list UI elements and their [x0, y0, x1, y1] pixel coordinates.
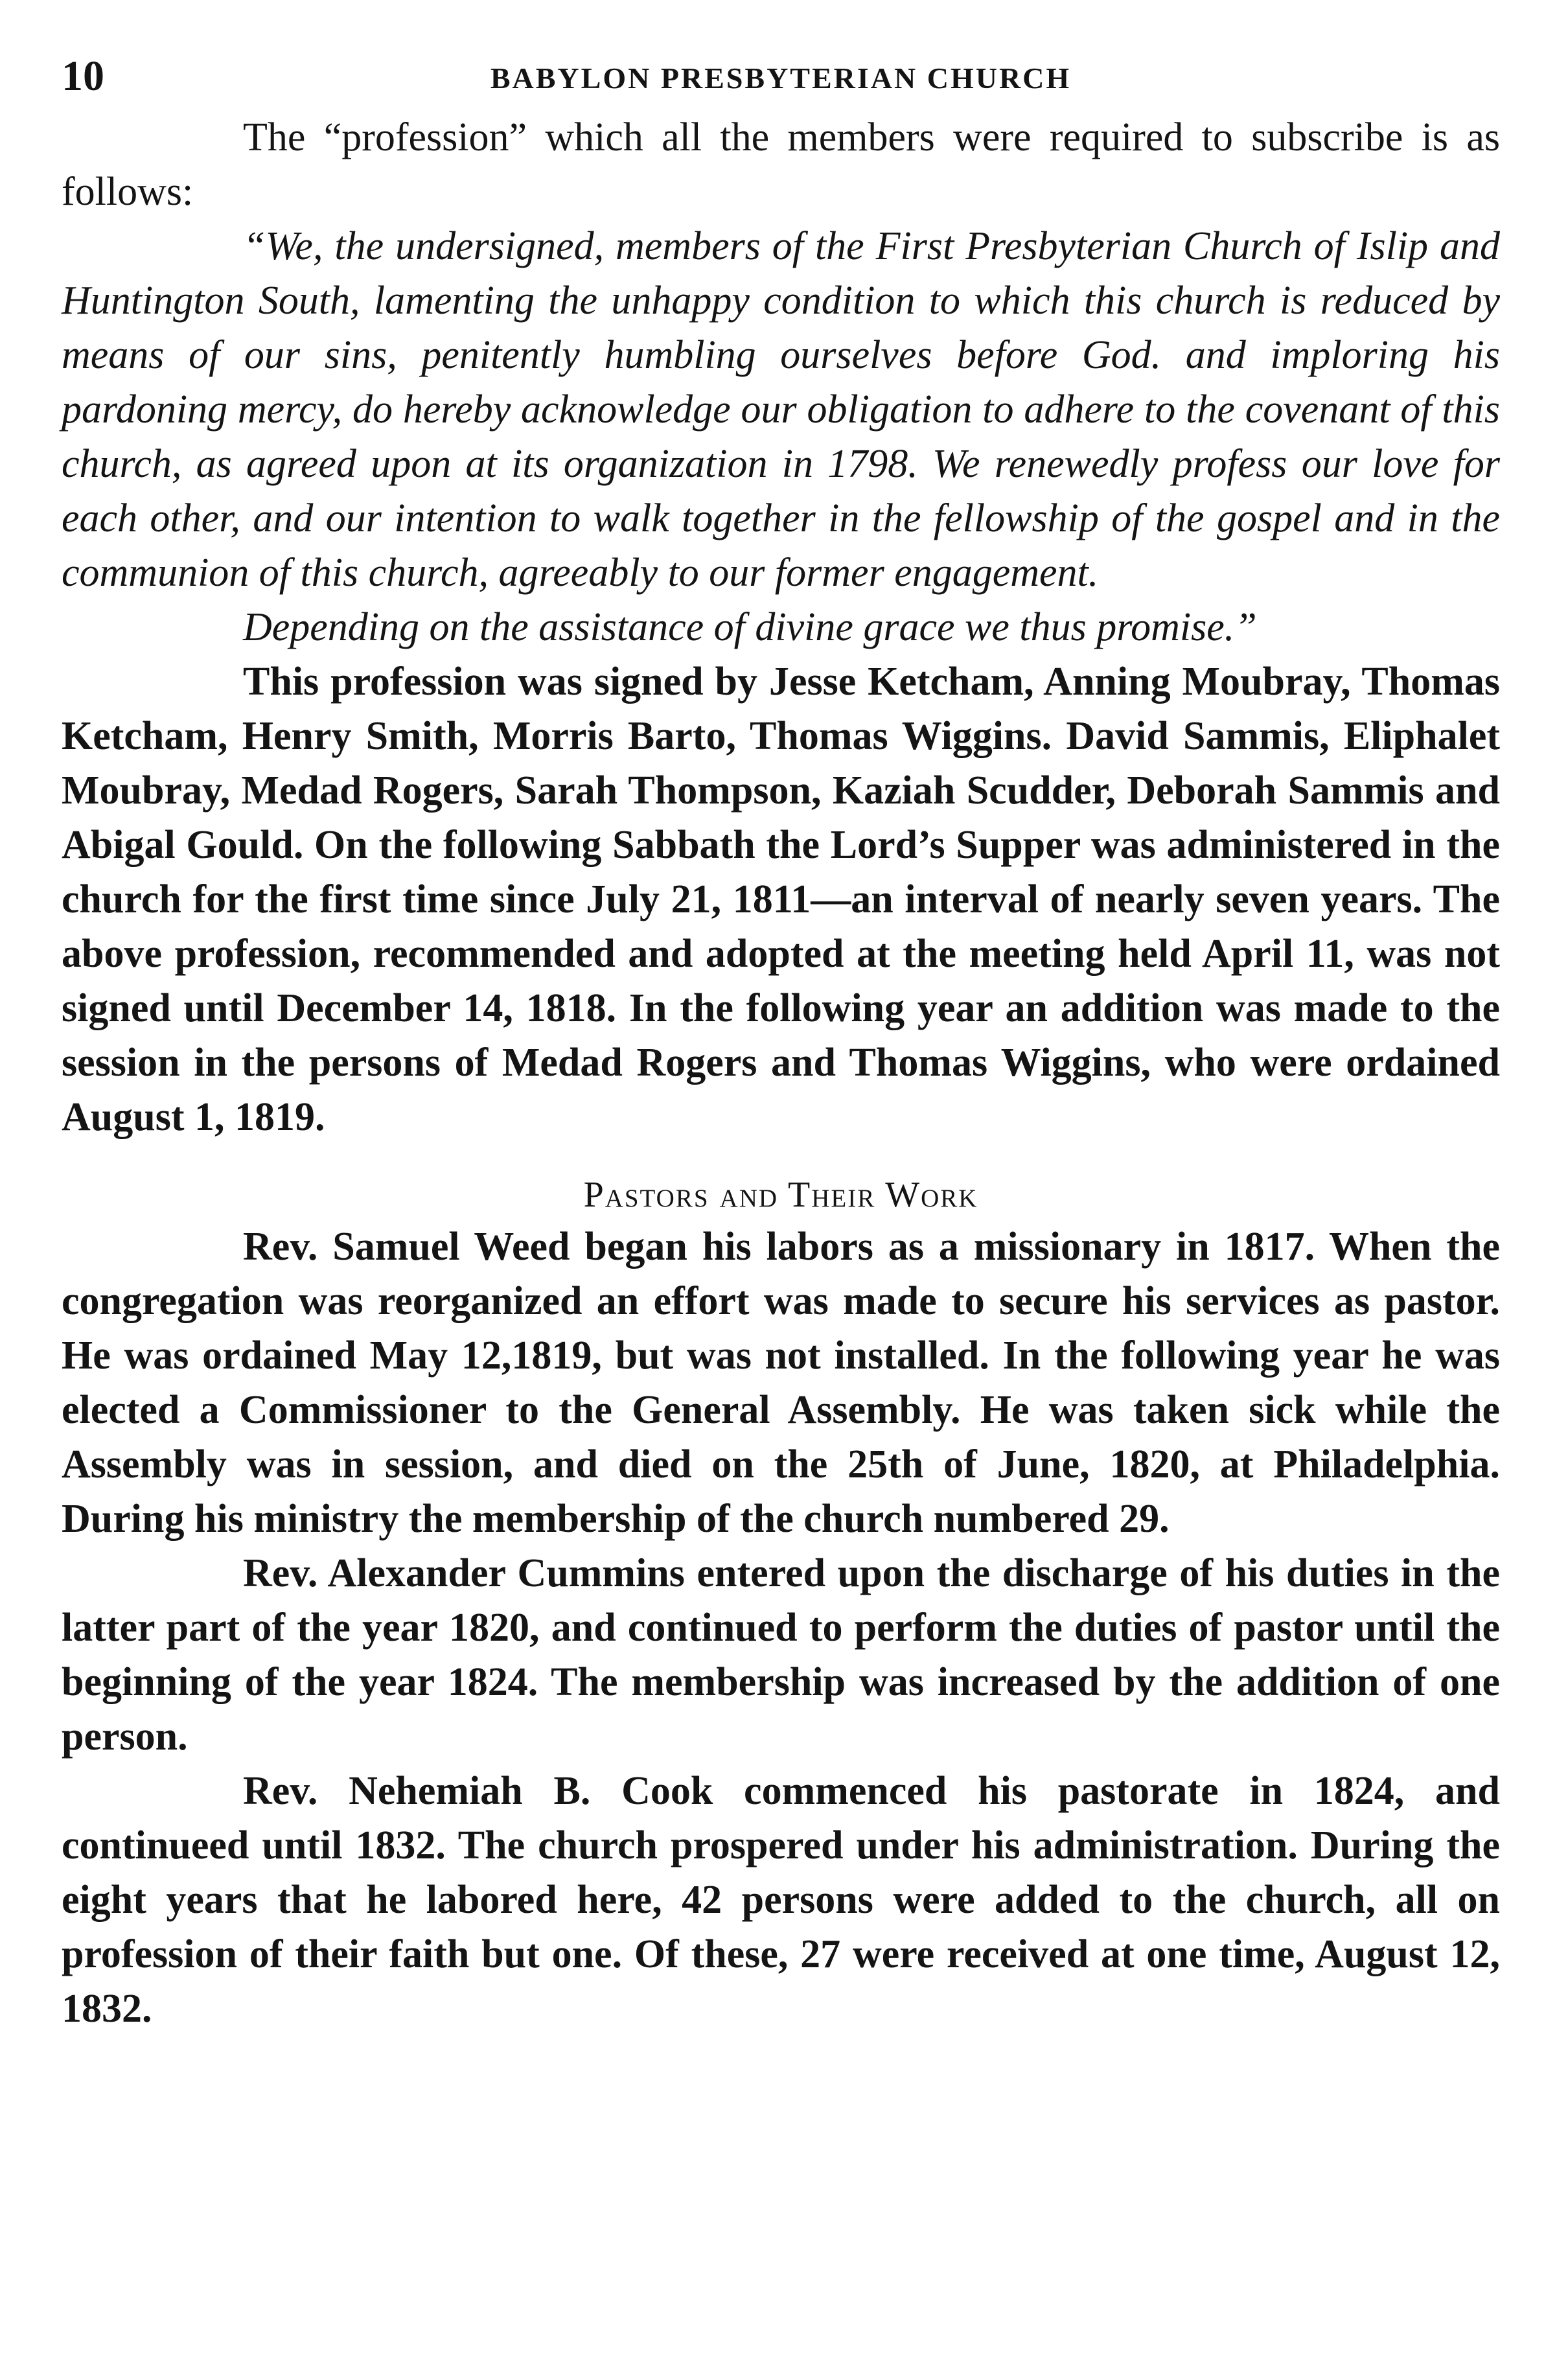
running-title: BABYLON PRESBYTERIAN CHURCH: [490, 62, 1072, 95]
weed-paragraph: Rev. Samuel Weed began his labors as a missionary in 1817. When the congregation was reorganized an effort was made to secure his services as pastor. He was ordained May 12,1819, but was not installed. In the following year he was elected a Commissioner to the General Assembly. He was taken sick while the Assembly was in session, and died on the 25th of June, 1820, at Philadelphia. During his ministry the membership of the church numbered 29.: [62, 1225, 1500, 1541]
cummins-paragraph: Rev. Alexander Cummins entered upon the discharge of his duties in the latter part of the year 1820, and continued to perform the duties of pastor until the beginning of the year 1824. The membership was increased by the addition of one person.: [62, 1551, 1500, 1759]
profession-quote: “We, the undersigned, members of the First Presbyterian Church of Islip and Huntington South, lamenting the unhappy condition to which this church is reduced by means of our sins, penitently humbling ourselves before God. and imploring his pardoning mercy, do hereby acknowledge our obligation to adhere to the covenant of this church, as agreed upon at its organization in 1798. We renewedly profess our love for each other, and our intention to walk together in the fellowship of the gospel and in the communion of this church, agreeably to our former engagement.: [62, 224, 1500, 595]
page-number: 10: [62, 52, 104, 100]
cook-paragraph: Rev. Nehemiah B. Cook commenced his pastorate in 1824, and continueed until 1832. The church prospered under his administration. During the eight years that he labored here, 42 persons were added to the church, all on profession of their faith but one. Of these, 27 were received at one time, August 12, 1832.: [62, 1769, 1500, 2031]
book-page: [62, 39, 1500, 2036]
signatories-paragraph: This profession was signed by Jesse Ketcham, Anning Moubray, Thomas Ketcham, Henry Smith, Morris Barto, Thomas Wiggins. David Sammis, Eliphalet Moubray, Medad Rogers, Sarah Thompson, Kaziah Scudder, Deborah Sammis and Abigal Gould. On the following Sabbath the Lord’s Supper was administered in the church for the first time since July 21, 1811—an interval of nearly seven years. The above profession, recommended and adopted at the meeting held April 11, was not signed until December 14, 1818. In the following year an addition was made to the session in the persons of Medad Rogers and Thomas Wiggins, who were ordained August 1, 1819.: [62, 660, 1500, 1139]
profession-closing: Depending on the assistance of divine grace we thus promise.”: [243, 605, 1257, 649]
running-head: [62, 39, 1500, 110]
section-heading: Pastors and Their Work: [583, 1175, 978, 1215]
intro-paragraph: The “profession” which all the members were required to subscribe is as follows:: [62, 115, 1500, 214]
